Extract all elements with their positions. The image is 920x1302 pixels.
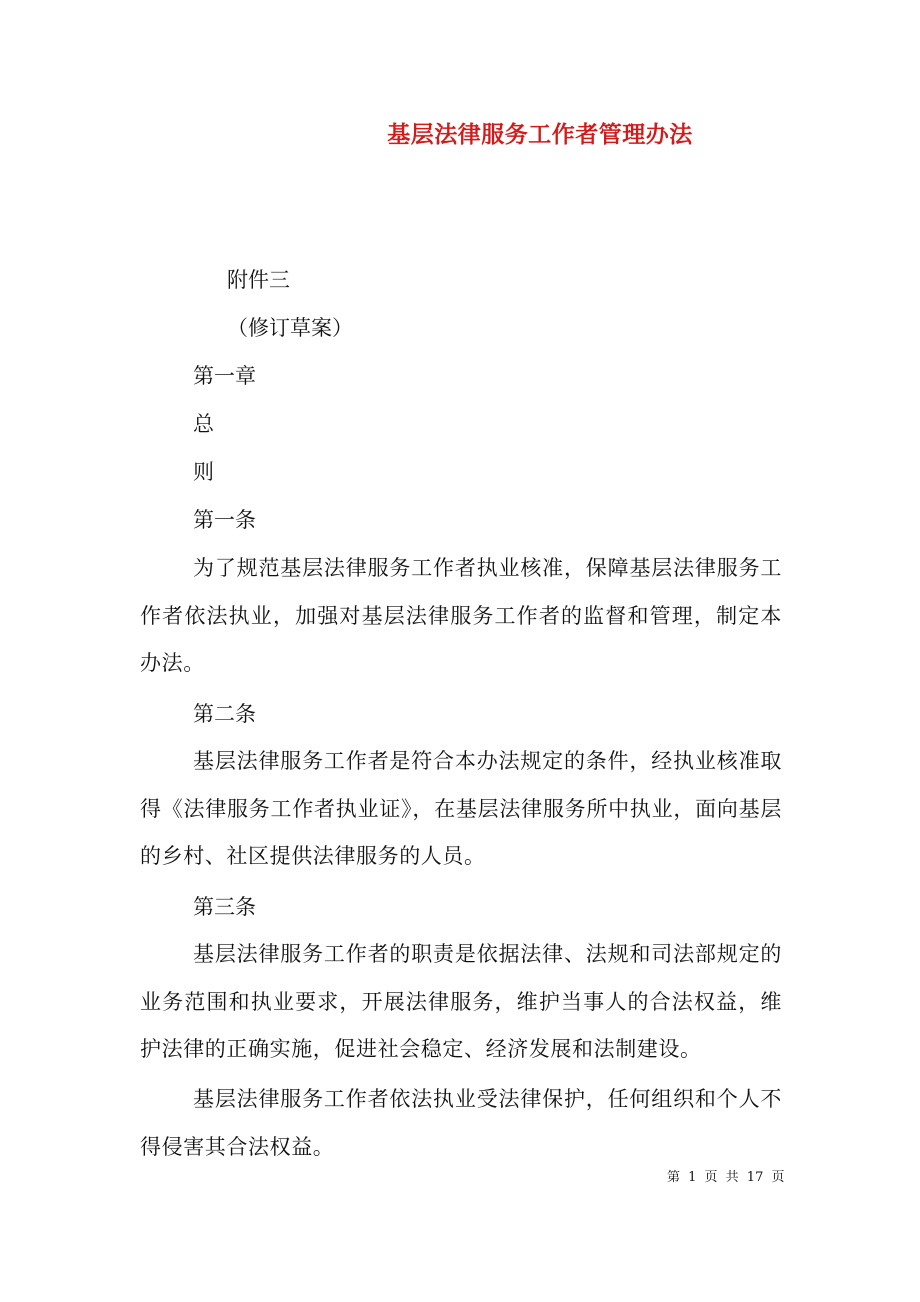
- article-3-paragraph-1: 基层法律服务工作者的职责是依据法律、法规和司法部规定的业务范围和执业要求，开展法律服务，维护当事人的合法权益，维护法律的正确实施，促进社会稳定、经济发展和法制建设。: [140, 942, 782, 1061]
- chapter-label: 第一章: [193, 364, 256, 388]
- chapter-title-part-2: 则: [193, 460, 214, 484]
- article-3-paragraph-2: 基层法律服务工作者依法执业受法律保护，任何组织和个人不得侵害其合法权益。: [140, 1087, 782, 1159]
- document-title: 基层法律服务工作者管理办法: [387, 121, 693, 148]
- article-1-label: 第一条: [193, 508, 256, 532]
- article-2-paragraph: 基层法律服务工作者是符合本办法规定的条件，经执业核准取得《法律服务工作者执业证》，在基层法律服务所中执业，面向基层的乡村、社区提供法律服务的人员。: [140, 749, 782, 868]
- article-2-label: 第二条: [193, 702, 256, 726]
- article-1-paragraph: 为了规范基层法律服务工作者执业核准，保障基层法律服务工作者依法执业，加强对基层法律服务工作者的监督和管理，制定本办法。: [140, 556, 782, 675]
- draft-note: （修订草案）: [227, 316, 353, 340]
- attachment-label: 附件三: [227, 268, 290, 292]
- page-number-footer: 第 1 页 共 17 页: [667, 1170, 785, 1185]
- chapter-title-part-1: 总: [193, 412, 214, 436]
- article-3-label: 第三条: [193, 895, 256, 919]
